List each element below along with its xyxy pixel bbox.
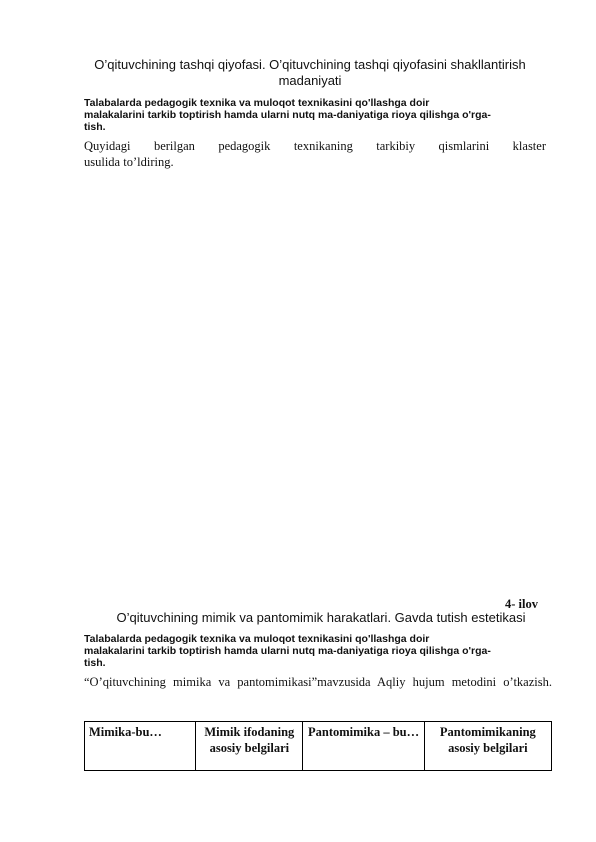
table-header-row <box>85 722 552 771</box>
section1-task-line2: usulida to’ldiring. <box>84 155 174 169</box>
section2-goal-line2: malakalarini tarkib toptirish hamda ularni nutq ma-daniyatiga rioya qilishga o'rga- <box>84 645 491 657</box>
section2-goal-line3: tish. <box>84 657 106 669</box>
section1-title <box>76 57 544 89</box>
section1-goal-line3: tish. <box>84 121 106 133</box>
table-header-cell: Pantomimikaning asosiy belgilari <box>424 722 551 771</box>
section2-task: “O’qituvchining mimika va pantomimikasi”mavzusida Aqliy hujum metodini o’tkazish. <box>84 675 552 689</box>
appendix-label: 4- ilov <box>505 597 538 611</box>
brainstorm-table <box>84 721 552 771</box>
section1-title-line1: O’qituvchining tashqi qiyofasi. O’qituvchining tashqi qiyofasini shakllantirish <box>94 57 526 72</box>
section2-title: O’qituvchining mimik va pantomimik harakatlari. Gavda tutish estetikasi <box>116 610 526 625</box>
section1-task <box>84 138 546 170</box>
section1-task-line1: Quyidagi berilgan pedagogik texnikaning tarkibiy qismlarini klaster <box>84 139 546 153</box>
section1-title-line2: madaniyati <box>278 73 342 88</box>
table-header-cell: Mimik ifodaning asosiy belgilari <box>196 722 303 771</box>
table-header-cell: Mimika-bu… <box>85 722 196 771</box>
section1-goal <box>84 97 554 133</box>
section1-goal-line2: malakalarini tarkib toptirish hamda ularni nutq ma-daniyatiga rioya qilishga o'rga- <box>84 109 491 121</box>
section2-goal-line1: Talabalarda pedagogik texnika va muloqot texnikasini qo'llashga doir <box>84 633 430 645</box>
table-header-cell: Pantomimika – bu… <box>303 722 424 771</box>
section2-goal <box>84 633 554 669</box>
section1-goal-line1: Talabalarda pedagogik texnika va muloqot texnikasini qo'llashga doir <box>84 97 430 109</box>
